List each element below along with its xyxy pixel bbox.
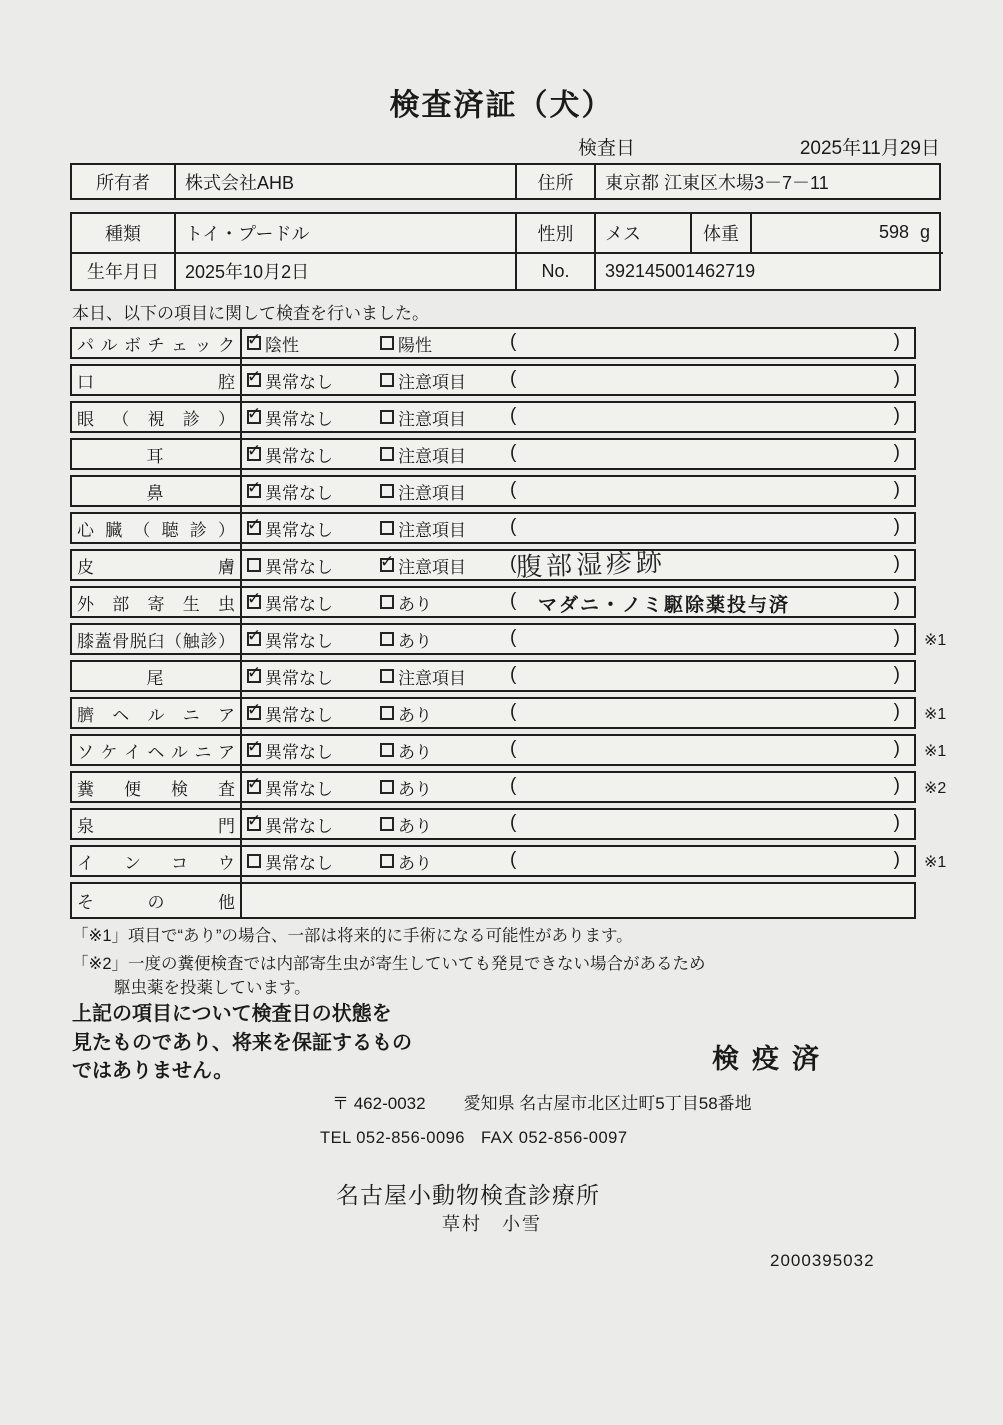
label-char: 口 xyxy=(77,372,94,392)
paren-close: ) xyxy=(893,553,900,574)
label-char: ） xyxy=(218,409,235,429)
label-char: ル xyxy=(171,742,188,762)
label-char: ウ xyxy=(218,853,235,873)
check-row xyxy=(70,438,916,470)
option-attention xyxy=(380,810,432,838)
option-label: 注意項目 xyxy=(398,372,466,392)
check-row-body xyxy=(240,810,914,838)
option-label: 異常なし xyxy=(265,779,333,799)
option-normal xyxy=(247,847,333,875)
check-row-body xyxy=(240,662,914,690)
birth-label: 生年月日 xyxy=(87,262,159,283)
checkbox-checked-icon xyxy=(247,632,261,646)
weight-unit: g xyxy=(919,222,930,243)
clinic-name: 名古屋小動物検査診療所 xyxy=(336,1182,600,1208)
check-row xyxy=(70,327,916,359)
option-attention xyxy=(380,773,432,801)
address-label: 住所 xyxy=(515,165,594,198)
paren-close: ) xyxy=(893,627,900,648)
paren-open: ( xyxy=(510,849,517,870)
checkbox-unchecked-icon xyxy=(380,447,394,461)
label-char: 聴 xyxy=(161,520,179,540)
label-char: ル xyxy=(147,705,165,725)
label-char: 査 xyxy=(218,779,235,799)
label-char: 虫 xyxy=(218,594,235,614)
checkbox-unchecked-icon xyxy=(380,484,394,498)
check-row-body xyxy=(240,625,914,653)
checkbox-unchecked-icon xyxy=(380,706,394,720)
check-row xyxy=(70,660,916,692)
disclaimer-line-3: ではありません。 xyxy=(72,1060,234,1082)
check-row xyxy=(70,586,916,618)
label-char: ） xyxy=(217,520,235,540)
check-row xyxy=(70,697,947,729)
label-char: ッ xyxy=(194,335,212,355)
paren-close: ) xyxy=(893,442,900,463)
footnote-1: 「※1」項目で“あり”の場合、一部は将来的に手術になる可能性があります。 xyxy=(72,927,633,945)
option-normal xyxy=(247,699,333,727)
option-normal xyxy=(247,477,333,505)
option-normal xyxy=(247,662,333,690)
check-row-body xyxy=(240,588,914,616)
label-char: ニ xyxy=(194,742,212,762)
checkbox-unchecked-icon xyxy=(380,595,394,609)
option-label: 陽性 xyxy=(398,335,432,355)
option-attention xyxy=(380,588,432,616)
checklist-rows xyxy=(70,327,947,919)
paren-close: ) xyxy=(893,664,900,685)
veterinarian-name: 草村 小雪 xyxy=(442,1214,542,1234)
label-char: ル xyxy=(100,335,118,355)
label-char: 視 xyxy=(147,409,165,429)
label-char: 腔 xyxy=(218,372,235,392)
paren-open: ( xyxy=(510,331,517,352)
paren-close: ) xyxy=(893,405,900,426)
option-label: あり xyxy=(398,853,432,873)
option-attention xyxy=(380,477,466,505)
label-char: 鼻 xyxy=(146,483,166,503)
footnote-marker: ※1 xyxy=(924,854,947,871)
checkbox-unchecked-icon xyxy=(247,558,261,572)
remark-text: マダニ・ノミ駆除薬投与済 xyxy=(538,595,791,616)
clinic-tel: TEL 052-856-0096 xyxy=(320,1129,465,1147)
label-char: ェ xyxy=(171,335,188,355)
label-column-divider xyxy=(240,327,242,919)
option-label: あり xyxy=(398,779,432,799)
label-char: イ xyxy=(124,742,141,762)
checkbox-checked-icon xyxy=(247,595,261,609)
paren-open: ( xyxy=(510,479,517,500)
paren-close: ) xyxy=(893,590,900,611)
page-title: 検査済証（犬） xyxy=(389,89,614,122)
option-normal xyxy=(247,773,333,801)
pet-table xyxy=(70,212,941,291)
check-row-body xyxy=(240,403,914,431)
paren-close: ) xyxy=(893,368,900,389)
option-label: あり xyxy=(398,594,432,614)
check-row xyxy=(70,364,916,396)
option-label: 陰性 xyxy=(265,335,299,355)
paren-open: ( xyxy=(510,664,517,685)
check-row-label xyxy=(72,403,240,431)
label-char: ヘ xyxy=(147,742,165,762)
option-attention xyxy=(380,699,432,727)
check-row-body xyxy=(240,329,914,357)
label-char: パ xyxy=(77,335,94,355)
label-char: （ xyxy=(133,520,151,540)
label-char: 脱 xyxy=(129,631,147,651)
label-char: （ xyxy=(112,409,130,429)
inspection-checklist xyxy=(70,327,947,919)
label-char: ニ xyxy=(182,705,200,725)
label-char: 寄 xyxy=(147,594,165,614)
address-value: 東京都 江東区木場3－7－11 xyxy=(594,165,943,198)
label-char: 外 xyxy=(77,594,94,614)
disclaimer-line-1: 上記の項目について検査日の状態を xyxy=(72,1003,392,1025)
checkbox-checked-icon xyxy=(247,373,261,387)
paren-open: ( xyxy=(510,701,517,722)
owner-label: 所有者 xyxy=(96,172,150,193)
pet-table-row-2 xyxy=(72,252,943,290)
paren-close: ) xyxy=(893,516,900,537)
option-label: 異常なし xyxy=(265,483,333,503)
label-char: 心 xyxy=(77,520,94,540)
clinic-address-line xyxy=(332,1089,752,1114)
option-normal xyxy=(247,440,333,468)
label-char: ） xyxy=(218,631,235,651)
option-label: 異常なし xyxy=(265,816,333,836)
handwritten-remark: 腹部湿疹跡 xyxy=(515,547,667,583)
label-char: 耳 xyxy=(146,446,166,466)
paren-close: ) xyxy=(893,331,900,352)
label-char: ヘ xyxy=(112,705,130,725)
option-label: 異常なし xyxy=(265,631,333,651)
check-row-label xyxy=(72,847,240,875)
check-row-label xyxy=(72,329,240,357)
inspection-date-line xyxy=(578,133,940,160)
check-row-label xyxy=(72,699,240,727)
option-label: あり xyxy=(398,742,432,762)
breed-label: 種類 xyxy=(105,223,141,244)
weight-label: 体重 xyxy=(690,214,750,252)
option-label: 異常なし xyxy=(265,668,333,688)
owner-table xyxy=(70,163,941,200)
label-char: ケ xyxy=(100,742,118,762)
option-label: 注意項目 xyxy=(398,668,466,688)
paren-close: ) xyxy=(893,701,900,722)
breed-value: トイ・プードル xyxy=(174,214,515,252)
option-label: 異常なし xyxy=(265,520,333,540)
check-row-body xyxy=(240,699,914,727)
disclaimer-line-2: 見たものであり、将来を保証するもの xyxy=(72,1031,412,1054)
footnote-marker: ※2 xyxy=(924,780,947,797)
label-char: 尾 xyxy=(146,668,166,688)
label-char: 他 xyxy=(218,893,235,912)
clinic-contact-line xyxy=(320,1129,628,1148)
check-row-label xyxy=(72,625,240,653)
option-label: 異常なし xyxy=(265,742,333,762)
label-char: の xyxy=(147,893,165,912)
footnote-2-line-2: 駆虫薬を投薬しています。 xyxy=(114,979,311,997)
check-row xyxy=(70,845,947,877)
option-label: 異常なし xyxy=(265,446,333,466)
check-row-body xyxy=(240,773,914,801)
paren-close: ) xyxy=(893,775,900,796)
check-row-body xyxy=(240,440,914,468)
label-char: 眼 xyxy=(77,409,94,429)
option-attention xyxy=(380,440,466,468)
label-char: 骨 xyxy=(112,631,130,651)
label-char: コ xyxy=(171,853,188,873)
check-row-label xyxy=(72,884,240,917)
label-char: 臓 xyxy=(105,520,123,540)
option-normal xyxy=(247,403,333,431)
label-char: 糞 xyxy=(77,779,94,799)
label-char: ク xyxy=(218,335,235,355)
label-char: 門 xyxy=(218,816,235,836)
option-normal xyxy=(247,625,333,653)
option-attention xyxy=(380,514,466,542)
paren-close: ) xyxy=(893,738,900,759)
check-row xyxy=(70,549,916,581)
no-value: 392145001462719 xyxy=(594,254,943,290)
check-row-body xyxy=(240,514,914,542)
label-char: 膚 xyxy=(218,557,235,577)
checkbox-checked-icon xyxy=(247,780,261,794)
label-char: （ xyxy=(165,631,183,651)
label-char: 部 xyxy=(112,594,130,614)
checkbox-unchecked-icon xyxy=(380,743,394,757)
checkbox-unchecked-icon xyxy=(380,336,394,350)
paren-open: ( xyxy=(510,368,517,389)
checkbox-checked-icon xyxy=(380,558,394,572)
checkbox-unchecked-icon xyxy=(380,854,394,868)
checkbox-checked-icon xyxy=(247,669,261,683)
check-row-label xyxy=(72,477,240,505)
paren-open: ( xyxy=(510,553,517,574)
paren-open: ( xyxy=(510,442,517,463)
label-char: 膝 xyxy=(77,631,94,651)
label-char: 臼 xyxy=(147,631,165,651)
option-attention xyxy=(380,329,432,357)
footnote-marker: ※1 xyxy=(924,706,947,723)
option-normal xyxy=(247,588,333,616)
sex-label: 性別 xyxy=(515,214,594,252)
inspection-date-label: 検査日 xyxy=(578,138,636,159)
label-char: イ xyxy=(77,853,94,873)
checkbox-checked-icon xyxy=(247,484,261,498)
clinic-address: 愛知県 名古屋市北区辻町5丁目58番地 xyxy=(463,1094,752,1113)
pet-table-row-1 xyxy=(72,214,943,252)
option-attention xyxy=(380,847,432,875)
label-char: 検 xyxy=(171,779,188,799)
label-char: 泉 xyxy=(77,816,94,836)
paren-open: ( xyxy=(510,775,517,796)
option-attention xyxy=(380,403,466,431)
weight-value xyxy=(750,214,943,252)
paren-close: ) xyxy=(893,479,900,500)
option-label: あり xyxy=(398,705,432,725)
inspection-date-value: 2025年11月29日 xyxy=(799,138,940,159)
label-char: ア xyxy=(218,705,235,725)
option-label: 注意項目 xyxy=(398,409,466,429)
check-row xyxy=(70,808,916,840)
option-normal xyxy=(247,551,333,579)
checkbox-unchecked-icon xyxy=(380,780,394,794)
sex-value: メス xyxy=(594,214,690,252)
paren-open: ( xyxy=(510,812,517,833)
label-char: 皮 xyxy=(77,557,94,577)
label-char: チ xyxy=(147,335,165,355)
label-char: 臍 xyxy=(77,705,94,725)
checkbox-unchecked-icon xyxy=(380,632,394,646)
label-char: 診 xyxy=(189,520,207,540)
paren-close: ) xyxy=(893,849,900,870)
option-label: 注意項目 xyxy=(398,446,466,466)
option-label: 注意項目 xyxy=(398,483,466,503)
check-row-body xyxy=(240,847,914,875)
option-attention xyxy=(380,551,466,579)
check-row xyxy=(70,475,916,507)
paren-close: ) xyxy=(893,812,900,833)
disclaimer-text xyxy=(72,1000,412,1086)
label-char: 生 xyxy=(182,594,200,614)
label-char: 触 xyxy=(182,631,200,651)
footnote-marker: ※1 xyxy=(924,632,947,649)
check-row-label xyxy=(72,736,240,764)
owner-value: 株式会社AHB xyxy=(174,165,515,198)
check-row-label xyxy=(72,514,240,542)
option-label: 異常なし xyxy=(265,372,333,392)
check-row-label xyxy=(72,366,240,394)
weight-number: 598 xyxy=(878,222,909,243)
option-normal xyxy=(247,810,333,838)
checkbox-checked-icon xyxy=(247,743,261,757)
document-number: 2000395032 xyxy=(770,1251,875,1270)
label-char: 便 xyxy=(124,779,141,799)
checkbox-unchecked-icon xyxy=(380,410,394,424)
label-char: 蓋 xyxy=(94,631,112,651)
check-row-label xyxy=(72,810,240,838)
check-row-body xyxy=(240,366,914,394)
checkbox-checked-icon xyxy=(247,817,261,831)
checkbox-unchecked-icon xyxy=(380,373,394,387)
checkbox-checked-icon xyxy=(247,447,261,461)
checkbox-unchecked-icon xyxy=(380,669,394,683)
birth-value: 2025年10月2日 xyxy=(174,254,515,290)
label-char: 診 xyxy=(182,409,200,429)
option-attention xyxy=(380,736,432,764)
check-row-label xyxy=(72,551,240,579)
option-attention xyxy=(380,662,466,690)
option-normal xyxy=(247,329,299,357)
option-attention xyxy=(380,625,432,653)
option-label: あり xyxy=(398,816,432,836)
checkbox-checked-icon xyxy=(247,706,261,720)
check-row-body xyxy=(240,736,914,764)
quarantine-stamp: 検疫済 xyxy=(712,1044,832,1074)
paren-open: ( xyxy=(510,738,517,759)
option-label: 異常なし xyxy=(265,594,333,614)
option-normal xyxy=(247,736,333,764)
label-char: そ xyxy=(77,893,94,912)
paren-open: ( xyxy=(510,516,517,537)
clinic-fax: FAX 052-856-0097 xyxy=(481,1129,628,1147)
check-row xyxy=(70,734,947,766)
checkbox-unchecked-icon xyxy=(380,817,394,831)
check-row-label xyxy=(72,440,240,468)
paren-open: ( xyxy=(510,627,517,648)
option-normal xyxy=(247,366,333,394)
option-normal xyxy=(247,514,333,542)
postal-code: 〒 462-0032 xyxy=(332,1094,426,1113)
checkbox-checked-icon xyxy=(247,410,261,424)
paren-open: ( xyxy=(510,405,517,426)
check-row xyxy=(70,401,916,433)
checkbox-checked-icon xyxy=(247,336,261,350)
label-char: ソ xyxy=(77,742,94,762)
intro-text: 本日、以下の項目に関して検査を行いました。 xyxy=(72,304,429,323)
no-label: No. xyxy=(515,254,594,290)
option-label: 異常なし xyxy=(265,853,333,873)
check-row-label xyxy=(72,662,240,690)
checkbox-unchecked-icon xyxy=(247,854,261,868)
option-label: 異常なし xyxy=(265,409,333,429)
label-char: ン xyxy=(124,853,141,873)
check-row xyxy=(70,623,947,655)
check-row-label xyxy=(72,773,240,801)
label-char: ア xyxy=(218,742,235,762)
paren-open: ( xyxy=(510,590,517,611)
label-char: 診 xyxy=(200,631,218,651)
check-row xyxy=(70,882,916,919)
label-char: ボ xyxy=(124,335,141,355)
check-row xyxy=(70,771,947,803)
option-label: あり xyxy=(398,631,432,651)
option-label: 注意項目 xyxy=(398,557,466,577)
footnote-2-line-1: 「※2」一度の糞便検査では内部寄生虫が寄生していても発見できない場合があるため xyxy=(72,955,706,973)
footnote-marker: ※1 xyxy=(924,743,947,760)
option-label: 異常なし xyxy=(265,705,333,725)
check-row-label xyxy=(72,588,240,616)
checkbox-unchecked-icon xyxy=(380,521,394,535)
check-row-body xyxy=(240,884,914,917)
check-row xyxy=(70,512,916,544)
option-label: 注意項目 xyxy=(398,520,466,540)
option-attention xyxy=(380,366,466,394)
check-row-body xyxy=(240,477,914,505)
option-label: 異常なし xyxy=(265,557,333,577)
checkbox-checked-icon xyxy=(247,521,261,535)
check-row-body xyxy=(240,547,914,583)
